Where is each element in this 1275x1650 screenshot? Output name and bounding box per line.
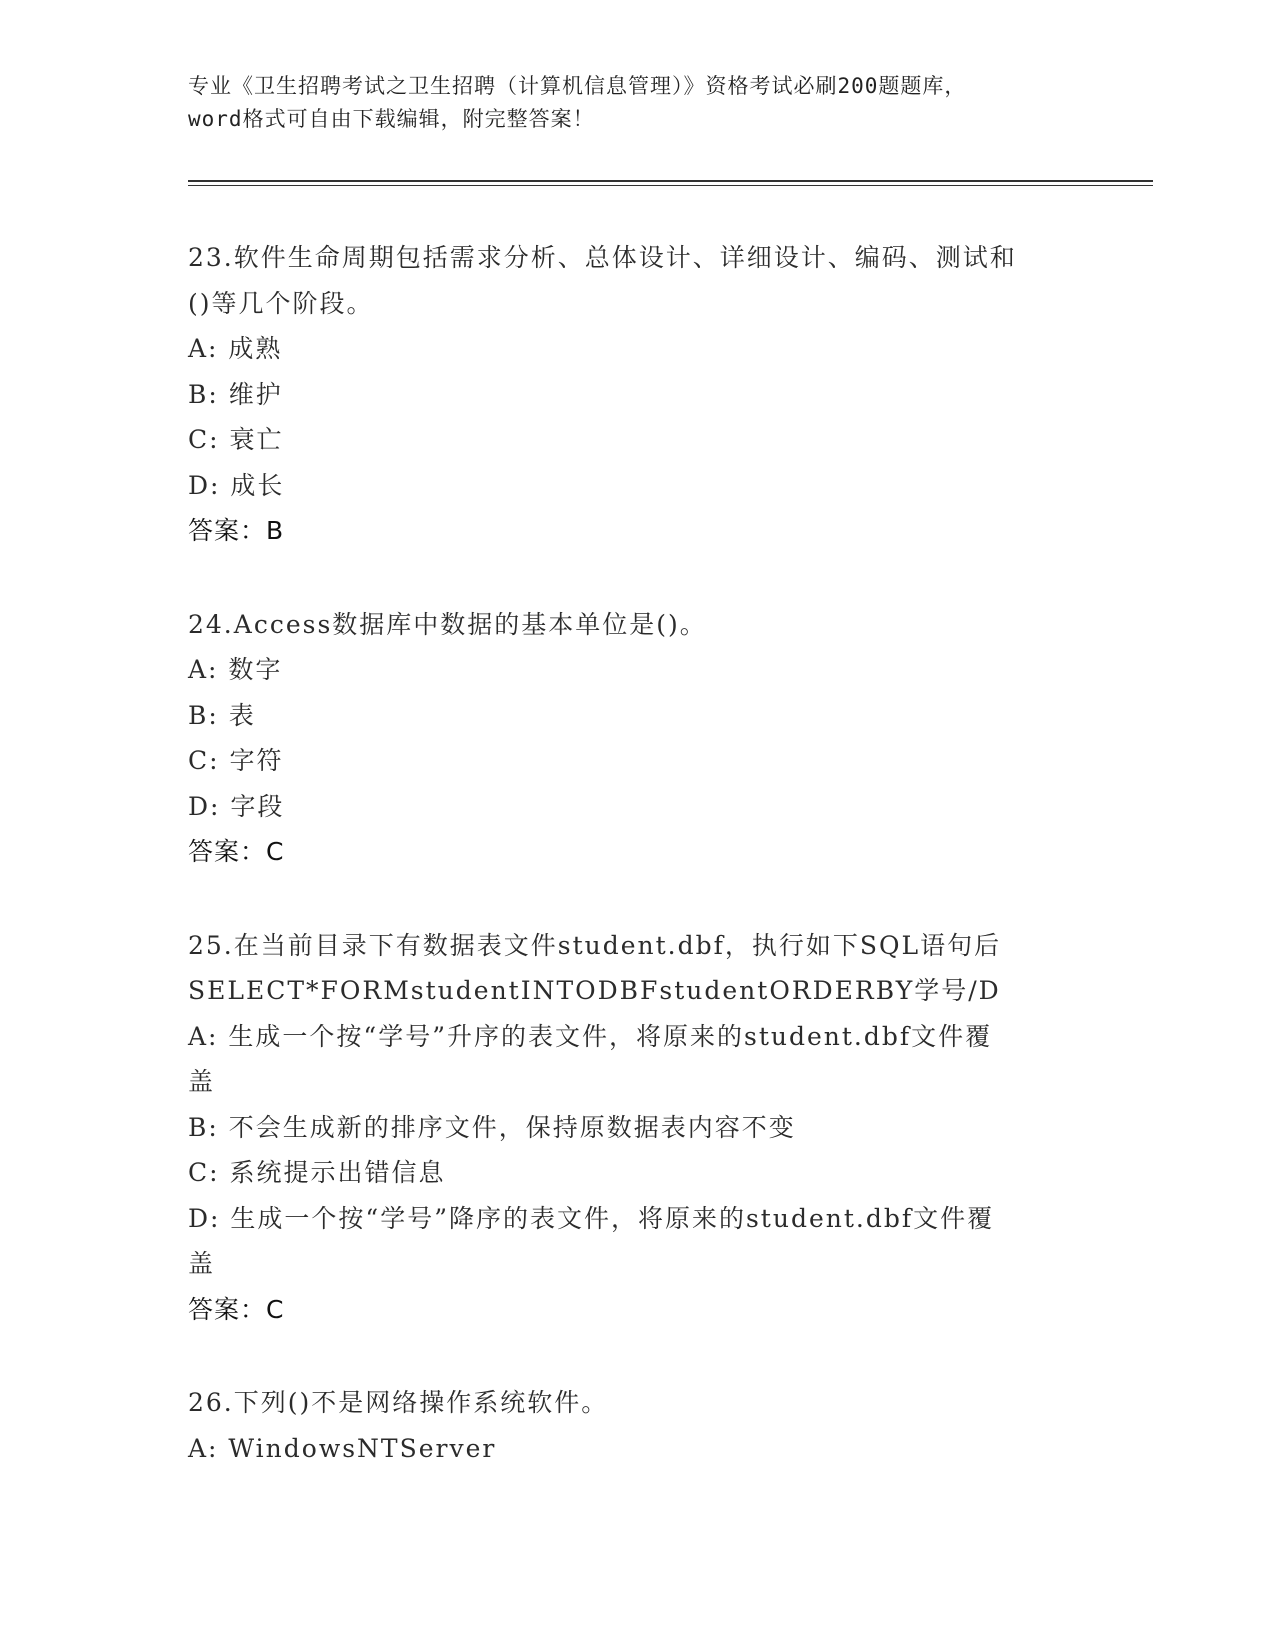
option-c: C: 系统提示出错信息 (188, 1158, 446, 1187)
option-a: A: 成熟 (188, 334, 283, 363)
question-stem: 26.下列()不是网络操作系统软件。 (188, 1388, 609, 1417)
document-header (188, 70, 1048, 136)
option-d: D: 生成一个按“学号”降序的表文件，将原来的student.dbf文件覆 (188, 1203, 995, 1233)
option-b: B: 不会生成新的排序文件，保持原数据表内容不变 (188, 1112, 796, 1142)
question-stem-cont: ()等几个阶段。 (188, 288, 374, 318)
question-26 (188, 1380, 1088, 1471)
question-stem: 25.在当前目录下有数据表文件student.dbf，执行如下SQL语句后 (188, 930, 1002, 960)
option-a: A: WindowsNTServer (188, 1433, 497, 1463)
question-23 (188, 235, 1088, 554)
option-c: C: 字符 (188, 746, 284, 775)
question-list (188, 235, 1088, 1519)
option-a: A: 数字 (188, 655, 283, 684)
answer: 答案：B (188, 516, 285, 545)
question-stem: 24.Access数据库中数据的基本单位是()。 (188, 609, 707, 639)
option-d: D: 字段 (188, 791, 285, 821)
option-a: A: 生成一个按“学号”升序的表文件，将原来的student.dbf文件覆 (188, 1021, 993, 1051)
option-d: D: 成长 (188, 470, 285, 500)
answer: 答案：C (188, 837, 285, 866)
document-page (188, 70, 1088, 1463)
option-a-cont: 盖 (188, 1067, 216, 1096)
header-line-1: 专业《卫生招聘考试之卫生招聘（计算机信息管理）》资格考试必刷200题题库， (188, 74, 967, 98)
question-stem: 23.软件生命周期包括需求分析、总体设计、详细设计、编码、测试和 (188, 243, 1017, 272)
option-b: B: 表 (188, 700, 256, 730)
question-24 (188, 602, 1088, 875)
option-d-cont: 盖 (188, 1249, 216, 1278)
option-c: C: 衰亡 (188, 425, 284, 454)
option-b: B: 维护 (188, 379, 283, 409)
question-stem-cont: SELECT*FORMstudentINTODBFstudentORDERBY学号/D (188, 976, 1001, 1005)
question-25 (188, 923, 1088, 1333)
answer: 答案：C (188, 1294, 285, 1324)
header-line-2: word格式可自由下载编辑，附完整答案！ (188, 107, 595, 131)
header-divider (188, 180, 1153, 186)
